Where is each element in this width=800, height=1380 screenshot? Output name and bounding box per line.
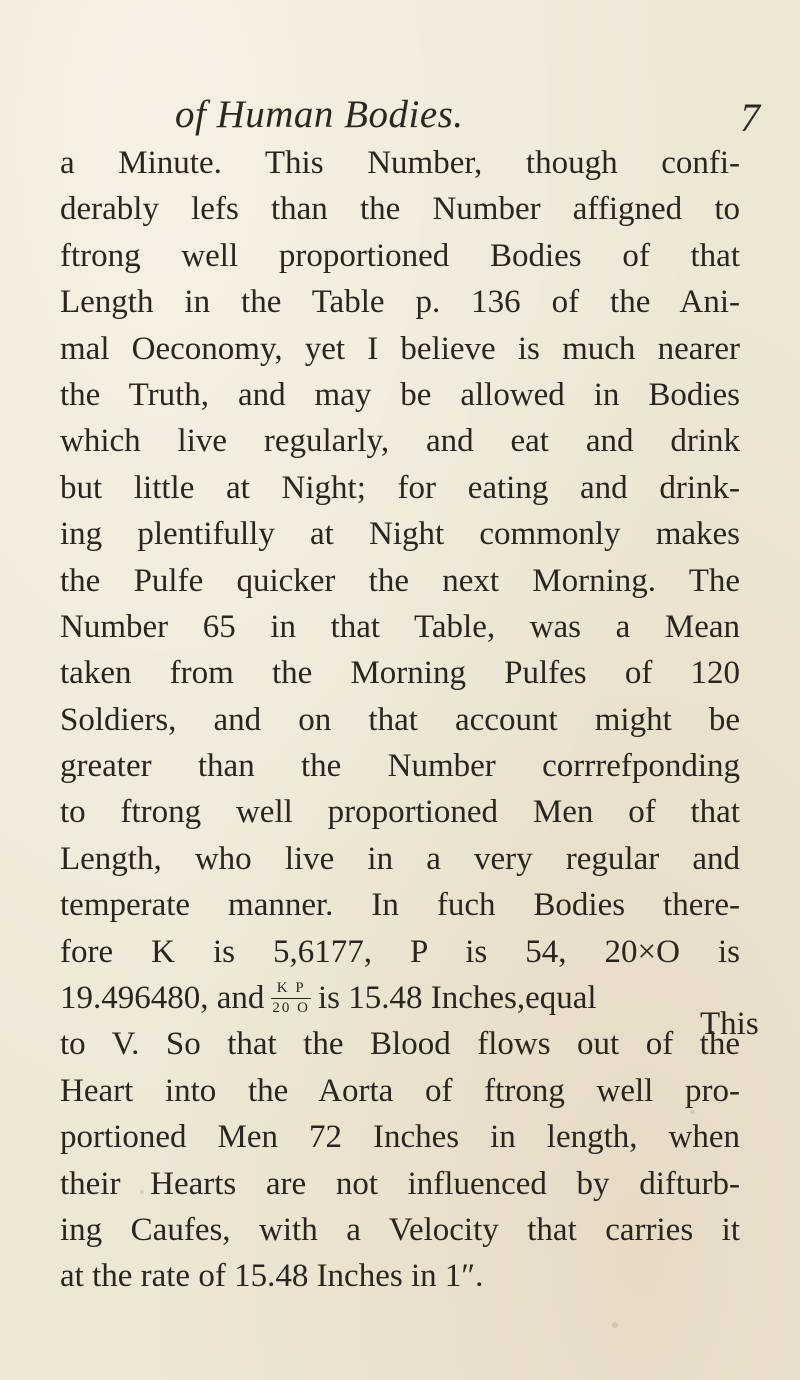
text-line: ftrong well proportioned Bodies of that (60, 237, 740, 274)
paper-stain (612, 1322, 618, 1328)
text-line: but little at Night; for eating and drink- (60, 469, 740, 506)
body-text (60, 140, 740, 1300)
text-line: Length, who live in a very regular and (60, 840, 740, 877)
paper-stain (140, 1190, 144, 1194)
text-line: temperate manner. In fuch Bodies there- (60, 887, 740, 924)
text-line: a Minute. This Number, though confi- (60, 145, 740, 181)
text-line: mal Oeconomy, yet I believe is much nearer (60, 330, 740, 367)
text-line: Heart into the Aorta of ftrong well pro- (60, 1072, 740, 1109)
text-line: Soldiers, and on that account might be (60, 701, 740, 738)
text-line: ing Caufes, with a Velocity that carries it (60, 1211, 740, 1248)
text-line: to ftrong well proportioned Men of that (60, 794, 740, 831)
paper-stain (690, 1110, 695, 1114)
page-number: 7 (740, 95, 760, 140)
text-line: the Truth, and may be allowed in Bodies (60, 376, 740, 413)
fraction-numerator: K P (276, 979, 306, 996)
text-line: portioned Men 72 Inches in length, when (60, 1119, 740, 1156)
text-line-last: at the rate of 15.48 Inches in 1″. (60, 1258, 484, 1295)
fraction-bar (271, 998, 311, 999)
catchword: This (700, 1006, 759, 1042)
text-line: their Hearts are not influenced by difturb- (60, 1165, 740, 1202)
text-line: Number 65 in that Table, was a Mean (60, 608, 740, 645)
text-line: fore K is 5,6177, P is 54, 20×O is (60, 933, 740, 970)
fraction (270, 981, 312, 1016)
text-line: to V. So that the Blood flows out of the (60, 1026, 740, 1063)
fraction-denominator: 20 O (272, 999, 310, 1016)
formula-after: is 15.48 Inches,equal (318, 979, 597, 1016)
running-head: of Human Bodies. (175, 93, 464, 136)
formula-line (60, 975, 740, 1021)
text-line: which live regularly, and eat and drink (60, 423, 740, 460)
text-line: derably lefs than the Number affigned to (60, 191, 740, 228)
formula-before: 19.496480, and (60, 979, 265, 1016)
text-line: the Pulfe quicker the next Morning. The (60, 562, 740, 599)
text-line: Length in the Table p. 136 of the Ani- (60, 284, 740, 321)
text-line: greater than the Number corrrefponding (60, 748, 740, 785)
text-line: ing plentifully at Night commonly makes (60, 516, 740, 553)
text-line: taken from the Morning Pulfes of 120 (60, 655, 740, 692)
